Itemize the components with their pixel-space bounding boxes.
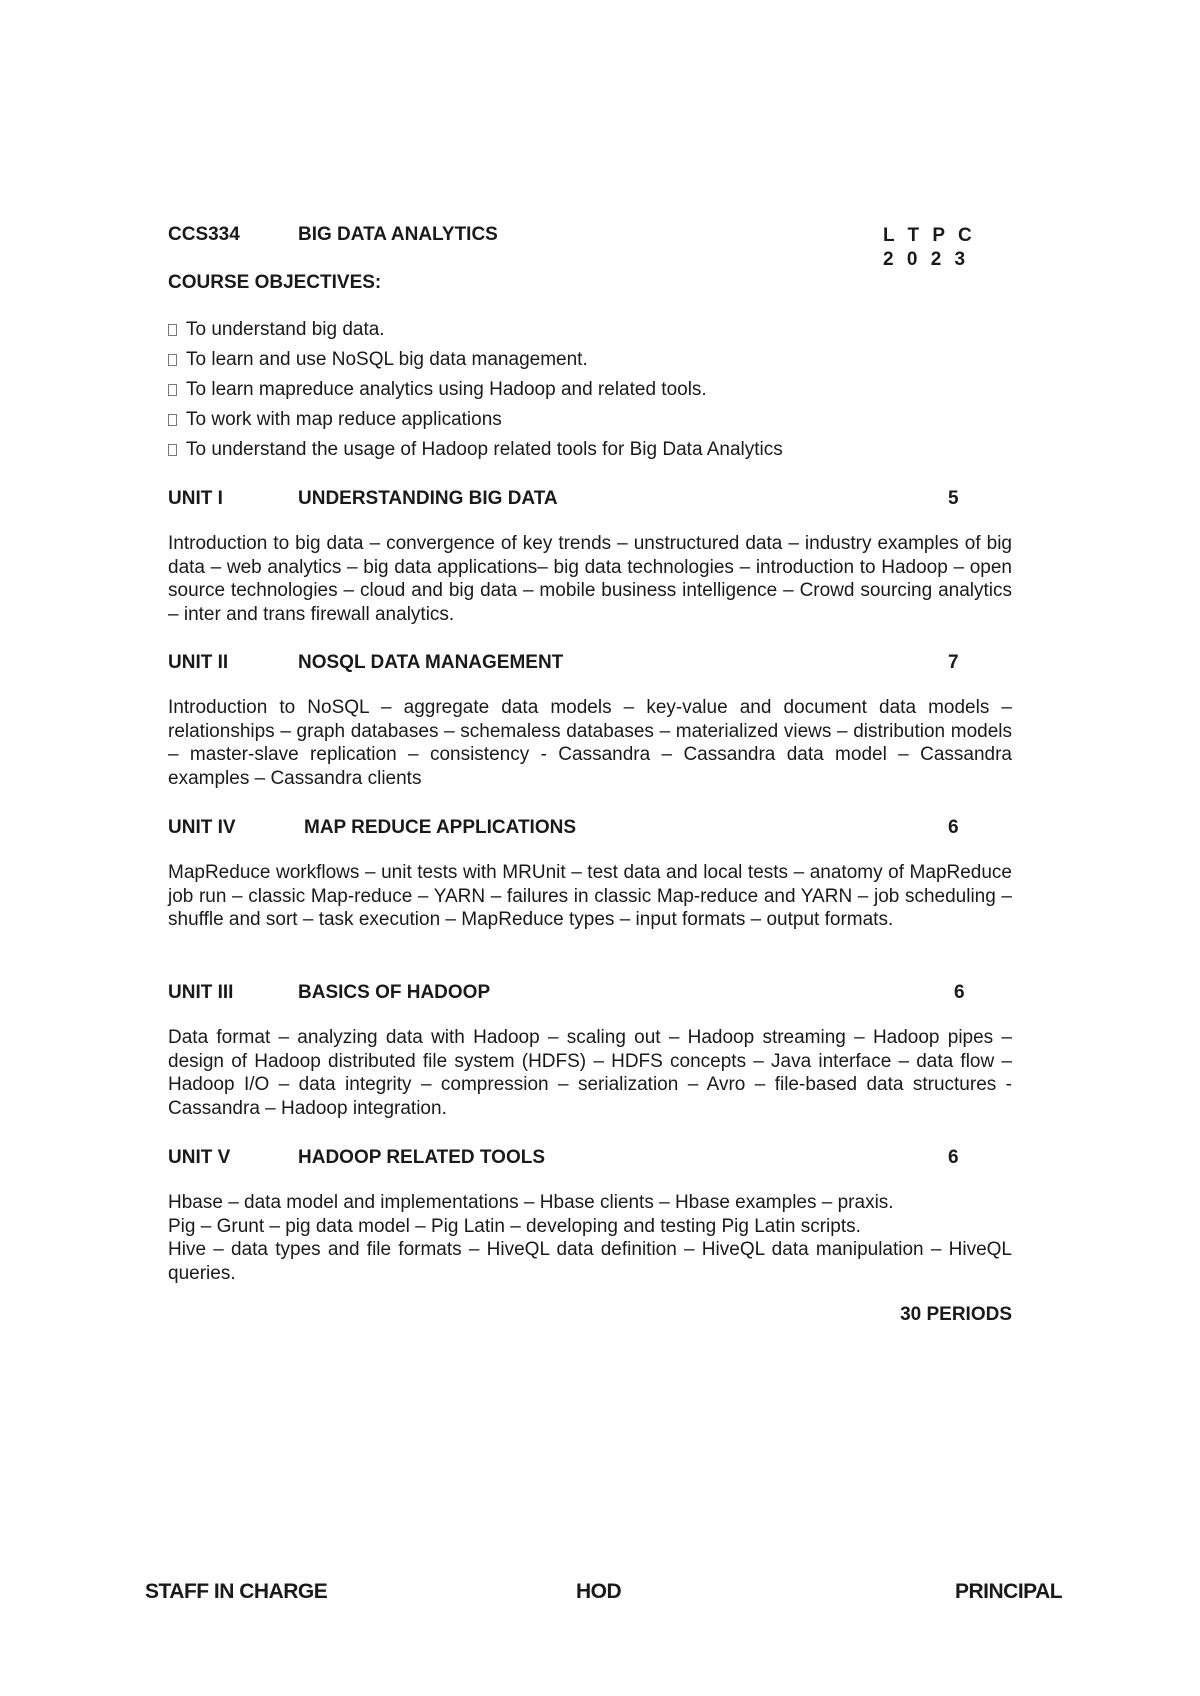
signature-staff-in-charge: STAFF IN CHARGE (145, 1580, 328, 1603)
unit-title: MAP REDUCE APPLICATIONS (304, 817, 577, 838)
unit-hours: 6 (948, 817, 959, 838)
unit-heading (168, 982, 1012, 1008)
objective-item: To understand the usage of Hadoop related tools for Big Data Analytics (168, 435, 1028, 465)
ltpc-values: 2 0 2 3 (883, 249, 970, 270)
unit-number: UNIT III (168, 982, 234, 1003)
unit-number: UNIT II (168, 652, 229, 673)
bullet-box-icon (168, 354, 177, 366)
unit-paragraph: Data format – analyzing data with Hadoop – scaling out – Hadoop streaming – Hadoop pipes – design of Hadoop distributed file system (HDFS) – HDFS concepts – Java interface – data flow – Hadoop I/O – data integrity – compression – serialization – Avro – file-based data structures - Cassandra – Hadoop integration. (168, 1027, 1012, 1119)
unit-title: UNDERSTANDING BIG DATA (298, 488, 558, 509)
unit-section (168, 982, 1012, 1120)
ltpc-labels: L T P C (883, 225, 976, 246)
unit-heading (168, 652, 1012, 678)
unit-paragraph: Introduction to big data – convergence of key trends – unstructured data – industry examples of big data – web analytics – big data applications– big data technologies – introduction to Hadoop – open source technologies – cloud and big data – mobile business intelligence – Crowd sourcing analytics – inter and trans firewall analytics. (168, 533, 1012, 625)
unit-content (168, 532, 1012, 626)
unit-content (168, 696, 1012, 790)
unit-hours: 7 (948, 652, 959, 673)
objective-item: To learn and use NoSQL big data management. (168, 345, 1028, 375)
unit-hours: 5 (948, 488, 959, 509)
unit-section (168, 817, 1012, 932)
unit-title: NOSQL DATA MANAGEMENT (298, 652, 564, 673)
objectives-heading: COURSE OBJECTIVES: (168, 272, 382, 293)
course-code: CCS334 (168, 224, 240, 245)
unit-section (168, 1147, 1012, 1285)
ltpc-block (883, 224, 976, 272)
unit-heading (168, 817, 1012, 843)
total-periods: 30 PERIODS (900, 1304, 1012, 1325)
unit-content (168, 1191, 1012, 1285)
unit-paragraph: Hbase – data model and implementations – Hbase clients – Hbase examples – praxis. (168, 1192, 894, 1213)
unit-content (168, 1026, 1012, 1120)
objective-item: To work with map reduce applications (168, 405, 1028, 435)
unit-section (168, 652, 1012, 790)
unit-title: HADOOP RELATED TOOLS (298, 1147, 546, 1168)
unit-content (168, 861, 1012, 932)
course-title: BIG DATA ANALYTICS (298, 224, 498, 245)
unit-section (168, 488, 1012, 626)
unit-hours: 6 (954, 982, 965, 1003)
unit-heading (168, 1147, 1012, 1173)
bullet-box-icon (168, 384, 177, 396)
unit-hours: 6 (948, 1147, 959, 1168)
unit-paragraph: Introduction to NoSQL – aggregate data models – key-value and document data models – relationships – graph databases – schemaless databases – materialized views – distribution models – master-slave replication – consistency - Cassandra – Cassandra data model – Cassandra examples – Cassandra clients (168, 697, 1012, 789)
bullet-box-icon (168, 444, 177, 456)
unit-number: UNIT I (168, 488, 223, 509)
unit-number: UNIT IV (168, 817, 236, 838)
objective-item: To learn mapreduce analytics using Hadoop and related tools. (168, 375, 1028, 405)
unit-paragraph: MapReduce workflows – unit tests with MRUnit – test data and local tests – anatomy of MapReduce job run – classic Map-reduce – YARN – failures in classic Map-reduce and YARN – job scheduling – shuffle and sort – task execution – MapReduce types – input formats – output formats. (168, 862, 1012, 930)
objective-item: To understand big data. (168, 315, 1028, 345)
bullet-box-icon (168, 414, 177, 426)
bullet-box-icon (168, 324, 177, 336)
unit-paragraph: Pig – Grunt – pig data model – Pig Latin – developing and testing Pig Latin scripts. (168, 1215, 861, 1237)
signature-hod: HOD (576, 1580, 622, 1603)
signature-principal: PRINCIPAL (955, 1580, 1063, 1603)
unit-heading (168, 488, 1012, 514)
objectives-list (168, 315, 1028, 465)
unit-number: UNIT V (168, 1147, 231, 1168)
unit-title: BASICS OF HADOOP (298, 982, 491, 1003)
unit-paragraph: Hive – data types and file formats – HiveQL data definition – HiveQL data manipulation – HiveQL queries. (168, 1239, 1012, 1284)
